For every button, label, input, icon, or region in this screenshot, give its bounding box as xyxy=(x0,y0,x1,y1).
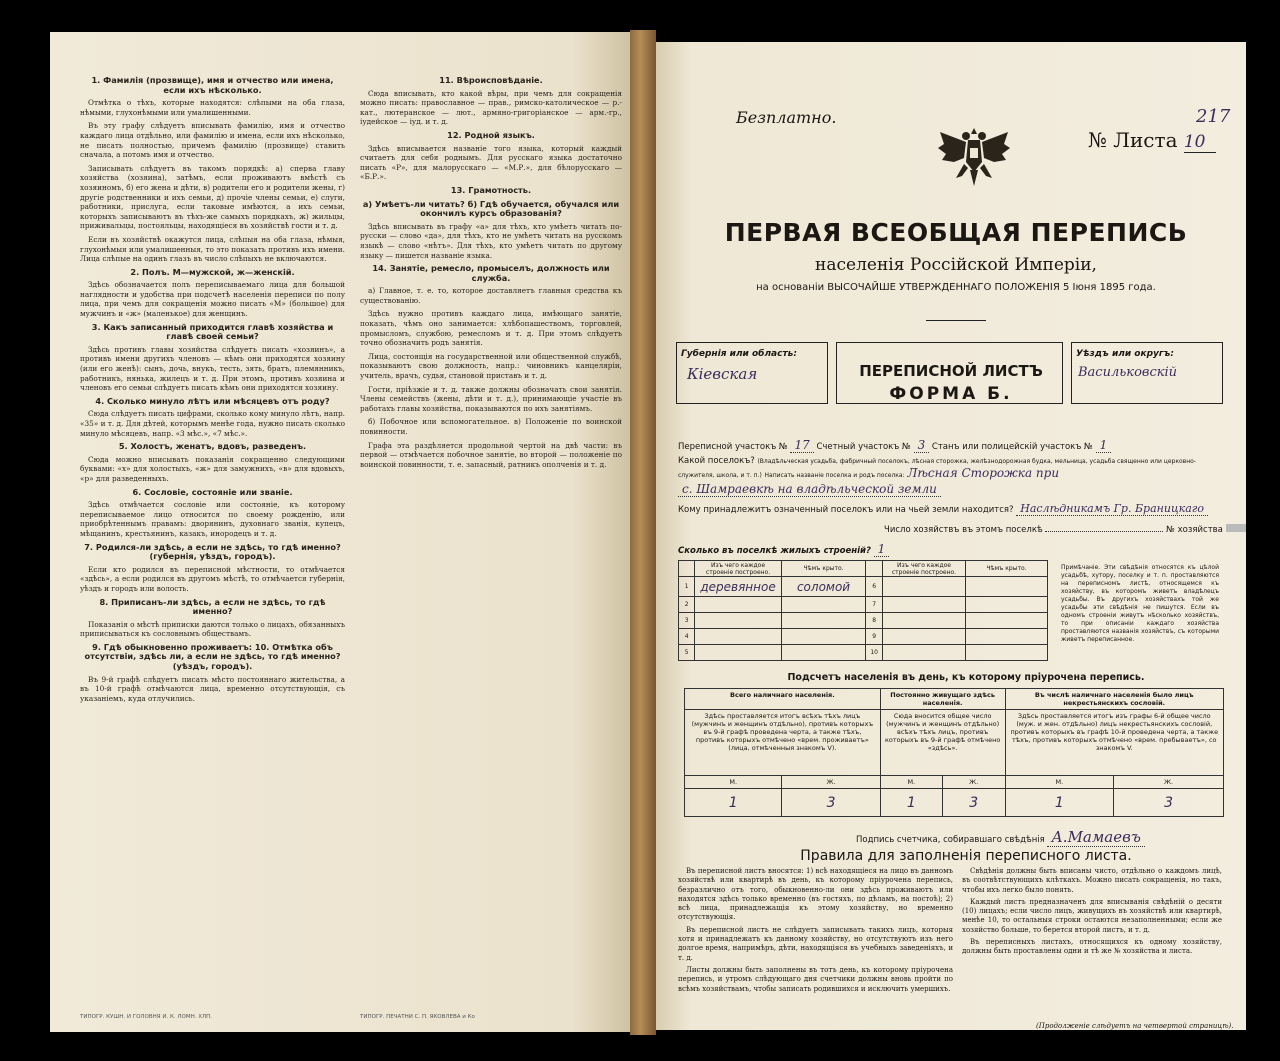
printer-footer-left: ТИПОГР. КУШН. И ГОЛОВНЯ И. К. ЛОМН. ХЛП. xyxy=(80,1014,213,1020)
instruction-paragraph: Гости, пріѣзжіе и т. д. также должны обозначать свои занятія. Члены семействъ (жены, дѣти и т. д.), принимающіе участіе въ работахъ главы хозяйства, показываются по ихъ занятіямъ. xyxy=(360,384,622,413)
district-value: Васильковскій xyxy=(1078,365,1178,380)
form-b-label: ФОРМА Б. xyxy=(889,384,1013,404)
rule-paragraph: Свѣдѣнія должны быть вписаны чисто, отдѣльно о каждомъ лицѣ, въ соотвѣтствующихъ клѣткахъ. Можно писать сокращенія, но такъ, чтобы ихъ легко было понять. xyxy=(962,867,1222,894)
form-title xyxy=(846,362,1056,404)
household-count-line: Число хозяйствъ въ этомъ поселкѣ № хозяйства xyxy=(884,524,1246,535)
instruction-heading: 9. Гдѣ обыкновенно проживаетъ: 10. Отмѣтка объ отсутствіи, здѣсь ли, а если не здѣсь, то гдѣ именно? (уѣздъ, городъ). xyxy=(84,641,341,672)
rule-paragraph: Каждый листъ предназначенъ для вписыванія свѣдѣній о десяти (10) лицахъ; если число лицъ, живущихъ въ хозяйствѣ или квартирѣ, менѣе 10, то остальныя строки остаются незаполненными; если же хозяйство больше, то берется второй листъ, и т. д. xyxy=(962,897,1222,934)
sheet-number xyxy=(1088,128,1216,153)
instruction-paragraph: Записывать слѣдуетъ въ такомъ порядкѣ: а) сперва главу хозяйства (хозяина), затѣмъ, если проживаютъ вмѣстѣ съ хозяиномъ, б) его жена и дѣти, в) родители его и родители жены, г) другіе родственники и ихъ семьи, д) прочіе члены семьи, е) слуги, работники, прислуга, если таковые имѣются, а ихъ семьи, которыхъ записываютъ въ тѣхъ-же самыхъ порядкахъ, ж) жильцы, приживальцы, постояльцы, находящіеся въ хозяйствѣ гости и т. д. xyxy=(80,163,345,231)
settlement-owner-value: Наслѣдникамъ Гр. Браницкаго xyxy=(1016,502,1208,516)
instruction-heading: а) Умѣетъ-ли читать? б) Гдѣ обучается, обучался или окончилъ курсъ образованія? xyxy=(362,198,620,219)
census-title: ПЕРВАЯ ВСЕОБЩАЯ ПЕРЕПИСЬ xyxy=(724,218,1188,247)
instruction-paragraph: Сюда можно вписывать показанія сокращенно следующими буквами: «х» для холостыхъ, «ж» для замужнихъ, «в» для вдовыхъ, «р» для разведенныхъ. xyxy=(80,454,345,483)
instruction-heading: 12. Родной языкъ. xyxy=(447,129,535,140)
instruction-paragraph: Сюда вписывать, кто какой вѣры, при чемъ для сокращенія можно писать: православное — прав., римско-католическое — р.-кат., лютеранское — лют., армяно-григоріанское — арм.-гр., іудейское — іуд. и т. д. xyxy=(360,88,622,127)
instruction-paragraph: а) Главное, т. е. то, которое доставляетъ главныя средства къ существованію. xyxy=(360,286,622,305)
enumeration-district-value: 17 xyxy=(790,438,813,453)
signature-line: Подпись счетчика, собиравшаго свѣдѣнія А.Мамаевъ xyxy=(856,828,1145,847)
nonpeasant-female-value: 3 xyxy=(1114,789,1224,817)
instruction-paragraph: Здѣсь вписывать въ графу «а» для тѣхъ, кто умѣетъ читать по-русски — слово «да», для тѣхъ, кто не умѣетъ читать на русскомъ языкѣ — слово «нѣтъ». Для тѣхъ, кто умѣетъ читать по другому языку — пишется названіе языка. xyxy=(360,221,622,260)
table-row: 1 деревянное соломой 6 xyxy=(679,577,1048,597)
rules-title: Правила для заполненія переписного листа. xyxy=(800,848,1132,864)
population-count-title: Подсчетъ населенія въ день, къ которому пріурочена перепись. xyxy=(787,672,1145,683)
instruction-paragraph: б) Побочное или вспомогательное. в) Положеніе по воинской повинности. xyxy=(360,417,622,436)
instruction-paragraph: Въ эту графу слѣдуетъ вписывать фамилію, имя и отчество каждаго лица отдѣльно, или фамилію и имена, если ихъ нѣсколько, не писать полностью, причемъ фамилію (прозвище) ставить сначала, а потомъ имя и отчество. xyxy=(80,121,345,160)
instruction-paragraph: Здѣсь противъ главы хозяйства слѣдуетъ писать «хозяинъ», а противъ имени другихъ членовъ — кѣмъ они приходятся хозяину (или его женѣ): сынъ, дочь, внукъ, тесть, зять, братъ, племянникъ, работникъ, нянька, жилецъ и т. д. При этомъ, противъ хозяина и членовъ его семьи слѣдуетъ писать кѣмъ они приходятся хозяину. xyxy=(80,344,345,393)
buildings-count-value: 1 xyxy=(874,542,890,557)
buildings-table: Изъ чего каждое строеніе построено. Чѣмъ крыто. Изъ чего каждое строеніе построено. Чѣмъ крыто. 1 деревянное соломой 6 2 7 3 8 4 9 5 10 xyxy=(678,560,1048,661)
settlement-place-line xyxy=(678,482,941,497)
province-value: Кіевская xyxy=(687,365,758,383)
printer-footer-right: ТИПОГР. ПЕЧАТНИ С. П. ЯКОВЛЕВА и Ко xyxy=(360,1014,475,1020)
sheet-number-value: 10 xyxy=(1184,132,1216,153)
enumeration-district-line: Переписной участокъ № 17 Счетный участокъ № 3 Станъ или полицейскій участокъ № 1 xyxy=(678,438,1111,453)
instruction-paragraph: Графа эта раздѣляется продольной чертой на двѣ части: въ первой — отмѣчается побочное занятіе, во второй — положеніе по воинской повинности, т. е. запасный, ратникъ ополченія и т. д. xyxy=(360,440,622,469)
instruction-heading: 14. Занятіе, ремесло, промыселъ, должность или служба. xyxy=(372,263,610,283)
total-male-value: 1 xyxy=(685,789,782,817)
instruction-paragraph: Если кто родился въ переписной мѣстности, то отмѣчается «здѣсь», а если родился въ другомъ мѣстѣ, то отмѣчается губернія, уѣздъ и городъ или волость. xyxy=(80,564,345,593)
settlement-owner-line: Кому принадлежитъ означенный поселокъ или на чьей земли находится? Наслѣдникамъ Гр. Браницкаго xyxy=(678,502,1208,516)
table-row: 3 8 xyxy=(679,613,1048,629)
book-spine xyxy=(630,30,656,1035)
rules-column-left xyxy=(678,867,953,997)
instruction-heading: 2. Полъ. М—мужской, ж—женскій. xyxy=(130,266,295,277)
instruction-paragraph: Отмѣтка о тѣхъ, которые находятся: слѣпыми на оба глаза, нѣмыми, глухонѣмыми или умалишенными. xyxy=(80,98,345,117)
sheet-corner-number: 217 xyxy=(1196,106,1231,127)
instruction-paragraph: Въ 9-й графѣ слѣдуетъ писать мѣсто постояннаго жительства, а въ 10-й графѣ отмѣчаются лица, временно отсутствующія, съ указаніемъ, куда отлучились. xyxy=(80,674,345,703)
census-sheet-label: ПЕРЕПИСНОЙ ЛИСТЪ xyxy=(859,362,1043,380)
nonpeasant-male-value: 1 xyxy=(1005,789,1114,817)
settlement-place-value: с. Шамраевкѣ на владѣльческой земли xyxy=(678,482,941,497)
instruction-paragraph: Сюда слѣдуетъ писать цифрами, сколько кому минуло лѣтъ, напр. «35» и т. д. Для дѣтей, которымъ менѣе года, нужно писать сколько минуло мѣсяцевъ, напр. «3 мѣс.», «7 мѣс.». xyxy=(80,409,345,438)
census-decree-line: на основаніи ВЫСОЧАЙШЕ УТВЕРЖДЕННАГО ПОЛОЖЕНІЯ 5 Іюня 1895 года. xyxy=(756,282,1156,293)
instruction-paragraph: Здѣсь вписывается названіе того языка, который каждый считаетъ для себя роднымъ. Для русскаго языка достаточно писать «Р», для малорусскаго — «М.Р.», для бѣлорусскаго — «Б.Р.». xyxy=(360,143,622,182)
district-label: Уѣздъ или округъ: xyxy=(1076,349,1174,359)
instructions-column-2 xyxy=(360,72,622,473)
resident-female-value: 3 xyxy=(942,789,1005,817)
rule-paragraph: Въ переписной листъ не слѣдуетъ записывать такихъ лицъ, которыя хотя и принадлежатъ къ данному хозяйству, но отсутствуютъ изъ него долгое время, напримѣръ, дѣти, находящіяся въ учебныхъ заведеніяхъ, и т. д. xyxy=(678,925,953,962)
police-district-value: 1 xyxy=(1096,438,1112,453)
province-label: Губернія или область: xyxy=(681,349,797,359)
continuation-note: (Продолженіе слѣдуетъ на четвертой страницѣ). xyxy=(1036,1022,1234,1030)
instruction-heading: 6. Сословіе, состояніе или званіе. xyxy=(132,486,293,497)
total-female-value: 3 xyxy=(782,789,880,817)
left-page xyxy=(50,32,630,1032)
instruction-heading: 4. Сколько минуло лѣтъ или мѣсяцевъ отъ роду? xyxy=(95,395,330,406)
table-row: 2 7 xyxy=(679,597,1048,613)
instruction-heading: 3. Какъ записанный приходится главѣ хозяйства и главѣ своей семьи? xyxy=(91,321,334,342)
counting-district-value: 3 xyxy=(914,438,930,453)
settlement-type-line: Какой поселокъ? (Владѣльческая усадьба, фабричный поселокъ, лѣсная сторожка, желѣзнодорожная будка, мельница, усадьба священно или церковно-служителя, школа, и т. п.) Написать названіе поселка и родъ поселка: Лѣсная Сторожка при xyxy=(678,456,1196,480)
divider xyxy=(926,320,986,321)
instruction-paragraph: Лица, состоящія на государственной или общественной службѣ, показываютъ свою должность, напр.: чиновникъ канцеляріи, учитель, врачъ, судья, становой приставъ и т. д. xyxy=(360,351,622,381)
instruction-heading: 13. Грамотность. xyxy=(450,184,532,195)
instruction-heading: 1. Фамилія (прозвище), имя и отчество или имена, если ихъ нѣсколько. xyxy=(91,75,334,95)
instruction-heading: 7. Родился-ли здѣсь, а если не здѣсь, то гдѣ именно? (губернія, уѣздъ, городъ). xyxy=(84,541,341,562)
census-subtitle: населенія Россійской Имперіи, xyxy=(815,255,1097,275)
rule-paragraph: Въ переписной листъ вносятся: 1) всѣ находящіеся на лицо въ данномъ хозяйствѣ или квартирѣ въ день, къ которому пріурочена перепись, безразлично отъ того, обыкновенно-ли они здѣсь проживаютъ или находятся здѣсь только временно (въ гостяхъ, по дѣламъ, на постоѣ); 2) всѣ лица, принадлежащія къ этому хозяйству, но временно отсутствующія. xyxy=(678,867,953,922)
buildings-count-line: Сколько въ поселкѣ жилыхъ строеній? 1 xyxy=(678,542,889,557)
rule-paragraph: Листы должны быть заполнены въ тотъ день, къ которому пріурочена перепись, и утромъ слѣдующаго дня счетчики должны вновь пройти по всѣмъ хозяйствамъ, чтобы записать родившихся и исключить умершихъ. xyxy=(678,965,953,993)
instruction-heading: 8. Приписанъ-ли здѣсь, а если не здѣсь, то гдѣ именно? xyxy=(99,596,326,617)
table-row: 4 9 xyxy=(679,629,1048,645)
instruction-paragraph: Если въ хозяйствѣ окажутся лица, слѣпыя на оба глаза, нѣмыя, глухонѣмыя или умалишенныя, то это показать противъ ихъ имени. Лица слѣпые на одинъ глазъ въ число слѣпыхъ не включаются. xyxy=(80,234,345,264)
imperial-eagle-emblem xyxy=(934,122,1014,192)
instruction-paragraph: Здѣсь отмѣчается сословіе или состояніе, къ которому переписываемое лицо относится по своему рожденію, или приобрѣтеннымъ правамъ: дворянинъ, духовнаго званія, купецъ, мѣщанинъ, крестьянинъ, казакъ, инородецъ и т. д. xyxy=(80,500,345,538)
open-book xyxy=(30,20,1250,1035)
population-count-table: Всего наличнаго населенія. Постоянно живущаго здѣсь населенія. Въ числѣ наличнаго населенія было лицъ некрестьянскихъ сословій. Здѣсь проставляется итогъ всѣхъ тѣхъ лицъ (мужчинъ и женщинъ отдѣльно), противъ которыхъ въ 9-й графѣ проведена черта, а также тѣхъ, противъ которыхъ отмѣчено «врем. проживаетъ» (лица, отмѣченныя знакомъ V). Сюда вносится общее число (мужчинъ и женщинъ отдѣльно) всѣхъ тѣхъ лицъ, противъ которыхъ въ 9-й графѣ отмѣчено «здѣсь». Здѣсь проставляется итогъ изъ графы 6-й общее число (муж. и жен. отдѣльно) лицъ некрестьянскихъ сословій, противъ которыхъ въ графѣ 10-й проведена черта, а также тѣхъ, противъ которыхъ отмѣчено «врем. пребываетъ», со знакомъ V. М. Ж. М. Ж. М. Ж. 1 3 1 3 1 3 xyxy=(684,688,1224,817)
rules-column-right xyxy=(962,867,1222,960)
buildings-note: Примѣчаніе. Эти свѣдѣнія относятся къ цѣлой усадьбѣ, хутору, поселку и т. п. проставляются на переписномъ листѣ, относящемся къ хозяйству, въ которомъ живетъ владѣлецъ усадьбы. Въ другихъ хозяйствахъ той же усадьбы эти свѣдѣнія не пишутся. Если въ одномъ строеніи живутъ нѣсколько хозяйствъ, то при описаніи каждаго хозяйства проставляются названія хозяйствъ, съ которыми живетъ переписанное. xyxy=(1061,564,1219,643)
rule-paragraph: Въ переписныхъ листахъ, относящихся къ одному хозяйству, должны быть проставлены одни и тѣ же № хозяйства и листа. xyxy=(962,938,1222,956)
instruction-paragraph: Здѣсь нужно противъ каждаго лица, имѣющаго занятіе, показать, чѣмъ оно занимается: хлѣбопашествомъ, торговлей, промысломъ, службою, ремесломъ и т. д. При этомъ слѣдуетъ точно обозначить родъ занятія. xyxy=(360,309,622,348)
census-form-page xyxy=(656,42,1246,1030)
settlement-name-value: Лѣсная Сторожка при xyxy=(907,466,1060,480)
free-of-charge-label: Безплатно. xyxy=(736,108,837,127)
instruction-paragraph: Здѣсь обозначается полъ переписываемаго лица для большой наглядности и удобства при подсчетѣ населенія переписи по полу лица, при чемъ для сокращенія можно писать «М» (большое) для мужчинъ и «ж» (маленькое) для женщинъ. xyxy=(80,280,345,319)
instruction-heading: 5. Холостъ, женатъ, вдовъ, разведенъ. xyxy=(118,441,307,452)
province-box xyxy=(676,342,828,404)
table-row: 5 10 xyxy=(679,645,1048,661)
instruction-heading: 11. Вѣроисповѣданіе. xyxy=(439,75,543,85)
roofing-material-value: соломой xyxy=(781,577,866,597)
building-material-value: деревянное xyxy=(695,577,781,597)
instructions-column-1 xyxy=(80,72,345,707)
instruction-paragraph: Показанія о мѣстѣ приписки даются только о лицахъ, обязанныхъ приписываться къ сословнымъ обществамъ. xyxy=(80,619,345,639)
sheet-number-label: № Листа xyxy=(1088,128,1178,152)
resident-male-value: 1 xyxy=(880,789,942,817)
enumerator-signature: А.Мамаевъ xyxy=(1047,828,1144,847)
district-box xyxy=(1071,342,1223,404)
